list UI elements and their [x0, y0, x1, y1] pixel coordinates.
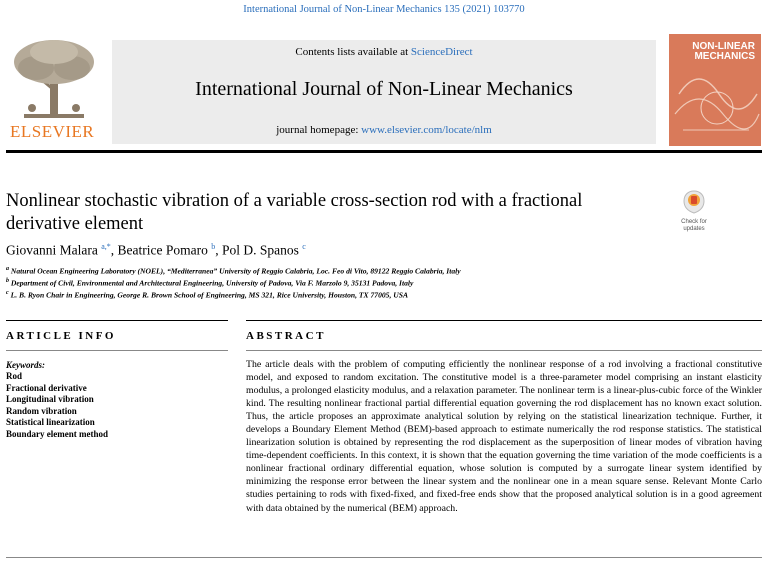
keyword-item: Rod	[6, 371, 23, 381]
author-name[interactable]: Pol D. Spanos	[222, 242, 299, 258]
abstract-subrule	[246, 350, 762, 351]
affiliation-text: L. B. Ryon Chair in Engineering, George R. Brown School of Engineering, MS 321, Rice University, Houston, TX 77005, USA	[10, 290, 409, 300]
sciencedirect-link[interactable]: ScienceDirect	[410, 46, 473, 58]
journal-cover-image[interactable]	[669, 34, 761, 146]
affiliation-marker: a	[6, 266, 9, 272]
keywords-label: Keywords:	[6, 360, 45, 370]
abstract-body: The article deals with the problem of computing efficiently the nonlinear response of a rod involving a fractional constitutive model, and exposed to random excitation. The constitutive model is a three-parameter model comprising an instant elasticity modulus, a prolonged elasticity modulus, and a relaxation parameter. The nonlinear term is a linear-plus-cubic force of the Winkler kind. The resulting nonlinear fractional partial differential equation governing the rod displacement has no known exact solution. Thus, the article proposes an approximate analytical solution by relying on the statistical linearization technique. Further, it develops a Boundary Element Method (BEM)-based approach to estimate numerically the rod response statistics. The statistical linearization solution is obtained by representing the rod displacement as the superposition of linear modes of vibration having time-dependent coefficients. In this context, it is shown that the equation governing the time variation of the mode coefficients is a nonlinear fractional ordinary differential equation, whose solution is computed by a surrogate linear system identified by minimizing the response error between the linear system and the nonlinear one in a mean square sense. Relevant Monte Carlo studies pertaining to rods with fixed-fixed, and fixed-free ends show that the proposed analytical solution is in a good agreement with data obtained by the numerical (BEM) approach.	[246, 359, 762, 514]
cover-title: NON-LINEAR MECHANICS	[692, 41, 755, 62]
author-name[interactable]: Beatrice Pomaro	[117, 242, 208, 258]
journal-homepage-link[interactable]: www.elsevier.com/locate/nlm	[361, 124, 492, 136]
affiliation-marker: b	[6, 278, 9, 284]
footer-rule	[6, 557, 762, 558]
homepage-prefix: journal homepage:	[276, 124, 362, 136]
author-list: Giovanni Malara $^{a,*}$, Beatrice Pomaro $^b$, Pol D. Spanos $^c$	[6, 242, 306, 258]
header-rule	[6, 150, 762, 153]
affiliation-a	[6, 266, 461, 276]
article-info-rule	[6, 320, 228, 321]
cover-artwork	[669, 34, 761, 146]
journal-reference[interactable]: International Journal of Non-Linear Mechanics 135 (2021) 103770	[243, 4, 525, 15]
keywords-list	[6, 371, 108, 440]
elsevier-tree-icon	[6, 34, 102, 122]
keyword-item: Longitudinal vibration	[6, 394, 94, 404]
author-affiliation-marker[interactable]: b	[211, 242, 216, 251]
journal-title: International Journal of Non-Linear Mechanics	[195, 78, 573, 100]
contents-line	[112, 46, 656, 58]
keyword-item: Statistical linearization	[6, 417, 95, 427]
author-affiliation-marker[interactable]: a,*	[101, 242, 111, 251]
article-title: Nonlinear stochastic vibration of a variable cross-section rod with a fractional derivative element	[6, 191, 583, 234]
affiliation-marker: c	[6, 290, 9, 296]
keyword-item: Fractional derivative	[6, 382, 87, 393]
contents-prefix: Contents lists available at	[295, 46, 411, 58]
article-info-heading: ARTICLE INFO	[6, 330, 116, 342]
abstract-heading: ABSTRACT	[246, 330, 326, 342]
article-info-subrule	[6, 350, 228, 351]
check-for-updates-badge[interactable]	[672, 190, 716, 234]
elsevier-wordmark: ELSEVIER	[10, 122, 95, 141]
affiliation-text: Department of Civil, Environmental and Architectural Engineering, University of Padova, Via F. Marzolo 9, 35131 Padova, Italy	[10, 278, 414, 288]
author-name[interactable]: Giovanni Malara	[6, 242, 98, 258]
affiliation-text: Natural Ocean Engineering Laboratory (NOEL), “Mediterranea” University of Reggio Calabria, Loc. Feo di Vito, 89122 Reggio Calabria, Italy	[10, 266, 461, 276]
journal-homepage-line	[112, 124, 656, 136]
check-updates-label: Check for updates	[681, 219, 707, 232]
keyword-item: Boundary element method	[6, 428, 108, 439]
keyword-item: Random vibration	[6, 405, 77, 416]
elsevier-logo[interactable]	[6, 34, 102, 142]
affiliation-b	[6, 278, 413, 288]
abstract-rule	[246, 320, 762, 321]
check-updates-icon	[683, 190, 705, 214]
author-affiliation-marker[interactable]: c	[302, 242, 306, 251]
affiliation-c	[6, 290, 408, 300]
